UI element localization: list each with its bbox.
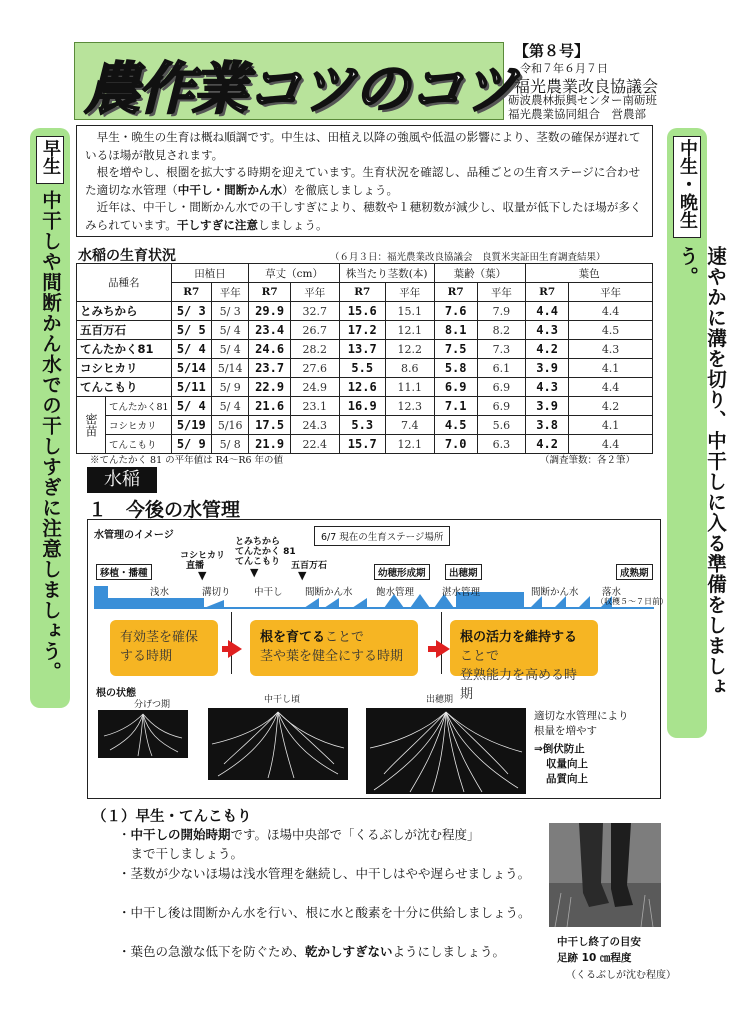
cell-avg: 12.1: [385, 321, 434, 340]
cell-avg: 4.2: [569, 397, 653, 416]
cell-r7: 22.9: [249, 378, 290, 397]
boots-in-field-image: [549, 823, 661, 927]
cell-r7: 5/ 4: [171, 397, 211, 416]
cell-avg: 5/ 3: [212, 302, 249, 321]
table-body: [77, 302, 653, 454]
table-row: [77, 416, 653, 435]
water-drain: 落水: [602, 587, 622, 598]
cell-r7: 21.6: [249, 397, 290, 416]
variety-label-tenkomori: てんこもり: [235, 557, 281, 567]
cell-avg: 8.2: [477, 321, 526, 340]
cell-avg: 24.9: [290, 378, 339, 397]
col-avg: 平年: [569, 283, 653, 302]
root-image-heading: [366, 708, 526, 794]
water-management-diagram: [87, 519, 668, 799]
cell-r7: 5/ 5: [171, 321, 211, 340]
cell-r7: 7.5: [434, 340, 477, 359]
cell-avg: 5/16: [212, 416, 249, 435]
bullet-1: ・中干しの開始時期です。ほ場中央部で「くるぶしが沈む程度」 まで干しましょう。: [118, 827, 480, 861]
cell-avg: 6.1: [477, 359, 526, 378]
root-state-title: 根の状態: [96, 688, 136, 699]
growth-table: [76, 263, 653, 454]
cell-avg: 8.6: [385, 359, 434, 378]
cell-avg: 24.3: [290, 416, 339, 435]
arrow-shaft-2: [428, 646, 437, 652]
table-row: [77, 340, 653, 359]
variety-name: てんたかく81: [77, 340, 172, 359]
root-image-midseason: [208, 708, 348, 780]
stage-transplant: 移植・播種: [96, 564, 152, 580]
water-shallow: 浅水: [150, 587, 170, 598]
cell-r7: 5/ 3: [171, 302, 211, 321]
col-group-planting: 田植日: [171, 264, 249, 283]
left-banner-text: 中干しや間断かん水での干しすぎに注意しましょう。: [39, 190, 62, 682]
arrow-right-icon-1: [228, 640, 242, 658]
organization-sub-1: 砺波農林振興センター南砺班: [508, 93, 658, 107]
arrow-koshihikari-icon: ▼: [198, 569, 207, 582]
cell-r7: 3.9: [526, 359, 569, 378]
section-title: １ 今後の水管理: [88, 499, 241, 521]
period-box-1: 有効茎を確保する時期: [110, 620, 218, 676]
cell-r7: 8.1: [434, 321, 477, 340]
cell-avg: 4.5: [569, 321, 653, 340]
col-group-leafage: 葉齢（葉）: [434, 264, 525, 283]
diagram-title: 水管理のイメージ: [94, 530, 174, 541]
cell-avg: 7.4: [385, 416, 434, 435]
right-banner-head: 中生・晩生: [673, 136, 701, 238]
table-row: [77, 359, 653, 378]
cell-avg: 11.1: [385, 378, 434, 397]
issue-date: 令和７年６月７日: [520, 62, 608, 75]
bullet-3: ・中干し後は間断かん水を行い、根に水と酸素を十分に供給しましょう。: [118, 905, 531, 920]
stage-heading: 出穂期: [445, 564, 482, 580]
table-row: [77, 378, 653, 397]
cell-r7: 4.3: [526, 321, 569, 340]
col-group-leafcolor: 葉色: [526, 264, 653, 283]
col-r7: R7: [249, 283, 290, 302]
bullet-4: ・葉色の急激な低下を防ぐため、乾かしすぎないようにしましょう。: [118, 944, 506, 959]
col-avg: 平年: [290, 283, 339, 302]
arrow-gohyakumangoku-icon: ▼: [298, 569, 307, 582]
cell-r7: 7.1: [434, 397, 477, 416]
col-group-stems: 株当たり茎数(本): [339, 264, 434, 283]
cell-avg: 7.9: [477, 302, 526, 321]
harvest-note: （収穫５～７日前）: [596, 597, 668, 606]
intro-paragraph-1: 早生・晩生の生育は概ね順調です。中生は、田植え以降の強風や低温の影響により、茎数の確保が遅れているほ場が散見されます。: [85, 130, 641, 162]
table-row: [77, 397, 653, 416]
variety-label-koshihikari: コシヒカリ: [180, 551, 226, 561]
col-r7: R7: [434, 283, 477, 302]
cell-r7: 23.7: [249, 359, 290, 378]
cell-r7: 15.6: [339, 302, 385, 321]
cell-avg: 6.3: [477, 435, 526, 454]
effect-quality: 品質向上: [546, 773, 588, 785]
cell-avg: 5.6: [477, 416, 526, 435]
cell-avg: 5/14: [212, 359, 249, 378]
cell-avg: 6.9: [477, 378, 526, 397]
root-image-tillering: [98, 710, 188, 758]
table-row: [77, 302, 653, 321]
table-row: [77, 321, 653, 340]
root-label-midseason: 中干し頃: [264, 695, 301, 705]
period-box-3: 根の活力を維持することで 登熟能力を高める時期: [450, 620, 598, 676]
cell-avg: 27.6: [290, 359, 339, 378]
col-r7: R7: [171, 283, 211, 302]
variety-label-tentakaku: てんたかく 81: [235, 547, 296, 557]
water-flooded: 湛水管理: [442, 587, 481, 598]
col-variety: 品種名: [77, 264, 172, 302]
table-row: [77, 435, 653, 454]
variety-name: てんこもり: [106, 435, 172, 454]
cell-avg: 4.4: [569, 302, 653, 321]
table-footnote: ※てんたかく 81 の平年値は R4～R6 年の値: [90, 455, 284, 466]
cell-avg: 5/ 9: [212, 378, 249, 397]
effect-line-2: 根量を増やす: [534, 725, 597, 737]
cell-avg: 5/ 8: [212, 435, 249, 454]
water-intermittent-1: 間断かん水: [305, 587, 353, 598]
cell-avg: 7.3: [477, 340, 526, 359]
cell-r7: 29.9: [249, 302, 290, 321]
section-tag: 水稲: [87, 467, 157, 493]
water-saturated: 飽水管理: [376, 587, 415, 598]
organization-sub-2: 福光農業協同組合 営農部: [508, 107, 646, 121]
cell-r7: 23.4: [249, 321, 290, 340]
variety-name: 五百万石: [77, 321, 172, 340]
effect-lodging: ⇒倒伏防止: [534, 743, 585, 755]
cell-r7: 5/19: [171, 416, 211, 435]
right-banner-text: 速やかに溝を切り、中干しに入る準備をしましょう。: [676, 246, 727, 697]
cell-r7: 7.0: [434, 435, 477, 454]
cell-avg: 12.3: [385, 397, 434, 416]
intro-paragraph-2: 根を増やし、根圏を拡大する時期を迎えています。生育状況を確認し、品種ごとの生育ステージに合わせた適切な水管理（中干し・間断かん水）を徹底しましょう。: [85, 165, 641, 197]
cell-avg: 12.1: [385, 435, 434, 454]
cell-avg: 4.1: [569, 416, 653, 435]
cell-r7: 4.3: [526, 378, 569, 397]
variety-name: てんこもり: [77, 378, 172, 397]
variety-name: コシヒカリ: [106, 416, 172, 435]
left-side-banner: [30, 128, 70, 708]
intro-paragraph-3: 近年は、中干し・間断かん水での干しすぎにより、穂数や１穂籾数が減少し、収量が低下したほ場が多くみられています。干しすぎに注意しましょう。: [85, 200, 642, 232]
intro-box: [76, 125, 653, 237]
cell-avg: 4.4: [569, 378, 653, 397]
cell-r7: 5/11: [171, 378, 211, 397]
col-avg: 平年: [212, 283, 249, 302]
root-label-tillering: 分げつ期: [134, 700, 171, 710]
cell-r7: 5/14: [171, 359, 211, 378]
bullet-2: ・茎数が少ないほ場は浅水管理を継続し、中干しはやや遅らせましょう。: [118, 866, 531, 881]
page-title: 農作業コツのコツ: [84, 57, 516, 122]
cell-avg: 4.4: [569, 435, 653, 454]
variety-label-tomichikara: とみちから: [235, 537, 281, 547]
table-sample-count: （調査筆数：各２筆）: [540, 455, 636, 466]
cell-r7: 3.9: [526, 397, 569, 416]
cell-r7: 17.2: [339, 321, 385, 340]
cell-avg: 28.2: [290, 340, 339, 359]
cell-r7: 24.6: [249, 340, 290, 359]
cell-avg: 32.7: [290, 302, 339, 321]
col-avg: 平年: [385, 283, 434, 302]
cell-r7: 13.7: [339, 340, 385, 359]
stage-callout: 6/7 現在の生育ステージ場所: [314, 526, 450, 546]
col-group-height: 草丈（cm）: [249, 264, 339, 283]
cell-r7: 16.9: [339, 397, 385, 416]
cell-avg: 15.1: [385, 302, 434, 321]
cell-avg: 26.7: [290, 321, 339, 340]
variety-name: とみちから: [77, 302, 172, 321]
left-banner-head: 早生: [36, 136, 64, 184]
cell-avg: 5/ 4: [212, 321, 249, 340]
cell-avg: 6.9: [477, 397, 526, 416]
cell-r7: 17.5: [249, 416, 290, 435]
variety-label-direct: 直播: [186, 561, 205, 571]
cell-r7: 4.2: [526, 435, 569, 454]
table-source-note: （６月３日：福光農業改良協議会 良質米実証田生育調査結果）: [330, 252, 606, 263]
stage-maturity: 成熟期: [616, 564, 653, 580]
mitsu-label: 密苗: [77, 397, 106, 454]
issue-number: 【第８号】: [514, 42, 590, 60]
cell-r7: 6.9: [434, 378, 477, 397]
arrow-shaft-1: [222, 646, 230, 652]
water-midseason-drain: 中干し: [254, 587, 283, 598]
period-box-2: 根を育てることで 茎や葉を健全にする時期: [250, 620, 418, 676]
photo-caption-1: 中干し終了の目安: [557, 936, 641, 948]
cell-r7: 7.6: [434, 302, 477, 321]
col-r7: R7: [526, 283, 569, 302]
cell-r7: 4.5: [434, 416, 477, 435]
cell-r7: 5.8: [434, 359, 477, 378]
variety-name: てんたかく81: [106, 397, 172, 416]
table-title: 水稲の生育状況: [78, 248, 176, 264]
right-side-banner: [667, 128, 727, 738]
cell-avg: 22.4: [290, 435, 339, 454]
cell-r7: 3.8: [526, 416, 569, 435]
effect-line-1: 適切な水管理により: [534, 710, 629, 722]
cell-r7: 21.9: [249, 435, 290, 454]
variety-name: コシヒカリ: [77, 359, 172, 378]
cell-r7: 5.5: [339, 359, 385, 378]
cell-r7: 5.3: [339, 416, 385, 435]
subsection-title: （１）早生・てんこもり: [92, 809, 252, 825]
cell-r7: 4.4: [526, 302, 569, 321]
root-label-heading: 出穂期: [426, 695, 454, 705]
cell-avg: 12.2: [385, 340, 434, 359]
cell-r7: 4.2: [526, 340, 569, 359]
field-photo: [549, 823, 661, 927]
cell-avg: 4.3: [569, 340, 653, 359]
stage-panicle: 幼穂形成期: [374, 564, 430, 580]
water-furrow: 溝切り: [202, 587, 231, 598]
organization: 福光農業改良協議会: [514, 77, 659, 96]
cell-avg: 23.1: [290, 397, 339, 416]
cell-avg: 5/ 4: [212, 340, 249, 359]
cell-r7: 5/ 9: [171, 435, 211, 454]
cell-avg: 5/ 4: [212, 397, 249, 416]
col-r7: R7: [339, 283, 385, 302]
variety-label-gohyakumangoku: 五百万石: [291, 561, 328, 571]
cell-r7: 5/ 4: [171, 340, 211, 359]
photo-caption-3: （くるぶしが沈む程度）: [566, 970, 676, 981]
cell-r7: 12.6: [339, 378, 385, 397]
arrow-right-icon-2: [436, 640, 450, 658]
photo-caption-2: 足跡 10 ㎝程度: [557, 952, 632, 964]
cell-avg: 4.1: [569, 359, 653, 378]
col-avg: 平年: [477, 283, 526, 302]
water-intermittent-2: 間断かん水: [531, 587, 579, 598]
cell-r7: 15.7: [339, 435, 385, 454]
arrow-tomichikara-icon: ▼: [250, 566, 259, 579]
effect-yield: 収量向上: [546, 758, 588, 770]
